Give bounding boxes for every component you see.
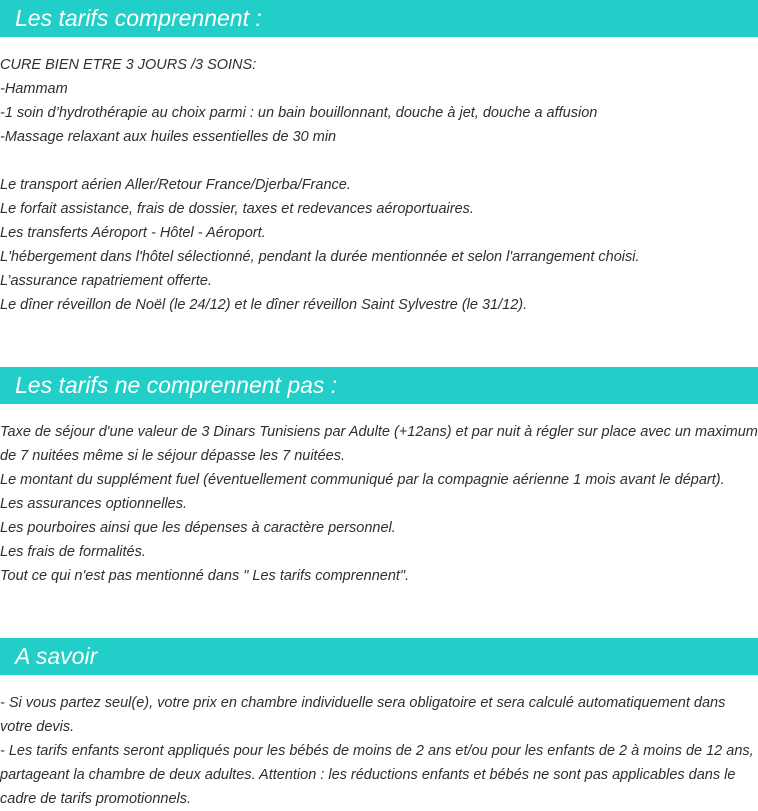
list-item: Les frais de formalités. (0, 544, 146, 560)
list-item: -1 soin d’hydrothérapie au choix parmi : un bain bouillonnant, douche à jet, douche a affusion (0, 105, 598, 121)
section-title: Les tarifs ne comprennent pas : (15, 372, 338, 398)
section-header-a-savoir (0, 638, 758, 675)
section-body-tarifs-ne-comprennent-pas (0, 420, 758, 588)
list-item: - Si vous partez seul(e), votre prix en chambre individuelle sera obligatoire et sera calculé automatiquement dans votre devis. (0, 695, 726, 735)
list-item: Le transport aérien Aller/Retour France/Djerba/France. (0, 177, 351, 193)
list-item: L’assurance rapatriement offerte. (0, 273, 212, 289)
list-item: Le montant du supplément fuel (éventuellement communiqué par la compagnie aérienne 1 mois avant le départ). (0, 472, 725, 488)
list-item: Taxe de séjour d'une valeur de 3 Dinars Tunisiens par Adulte (+12ans) et par nuit à régler sur place avec un maximum de 7 nuitées même si le séjour dépasse les 7 nuitées. (0, 424, 758, 464)
section-title: Les tarifs comprennent : (15, 5, 262, 31)
list-item: Les assurances optionnelles. (0, 496, 188, 512)
list-item: -Hammam (0, 81, 68, 97)
section-title: A savoir (15, 643, 98, 669)
section-body-a-savoir (0, 691, 758, 811)
list-item: Tout ce qui n'est pas mentionné dans " Les tarifs comprennent". (0, 568, 410, 584)
list-item: L'hébergement dans l'hôtel sélectionné, pendant la durée mentionnée et selon l'arrangement choisi. (0, 249, 640, 265)
list-item: Le dîner réveillon de Noël (le 24/12) et le dîner réveillon Saint Sylvestre (le 31/12). (0, 297, 528, 313)
list-item: Les pourboires ainsi que les dépenses à caractère personnel. (0, 520, 396, 536)
section-header-tarifs-comprennent (0, 0, 758, 37)
list-item: Le forfait assistance, frais de dossier, taxes et redevances aéroportuaires. (0, 201, 474, 217)
list-item: -Massage relaxant aux huiles essentielles de 30 min (0, 129, 337, 145)
section-header-tarifs-ne-comprennent-pas (0, 367, 758, 404)
list-item: - Les tarifs enfants seront appliqués pour les bébés de moins de 2 ans et/ou pour les enfants de 2 à moins de 12 ans, partageant la chambre de deux adultes. Attention : les réductions enfants et bébés ne sont pas applicables dans le cadre de tarifs promotionnels. (0, 743, 754, 807)
list-item: CURE BIEN ETRE 3 JOURS /3 SOINS: (0, 57, 257, 73)
section-body-tarifs-comprennent (0, 53, 758, 317)
list-item: Les transferts Aéroport - Hôtel - Aéroport. (0, 225, 266, 241)
